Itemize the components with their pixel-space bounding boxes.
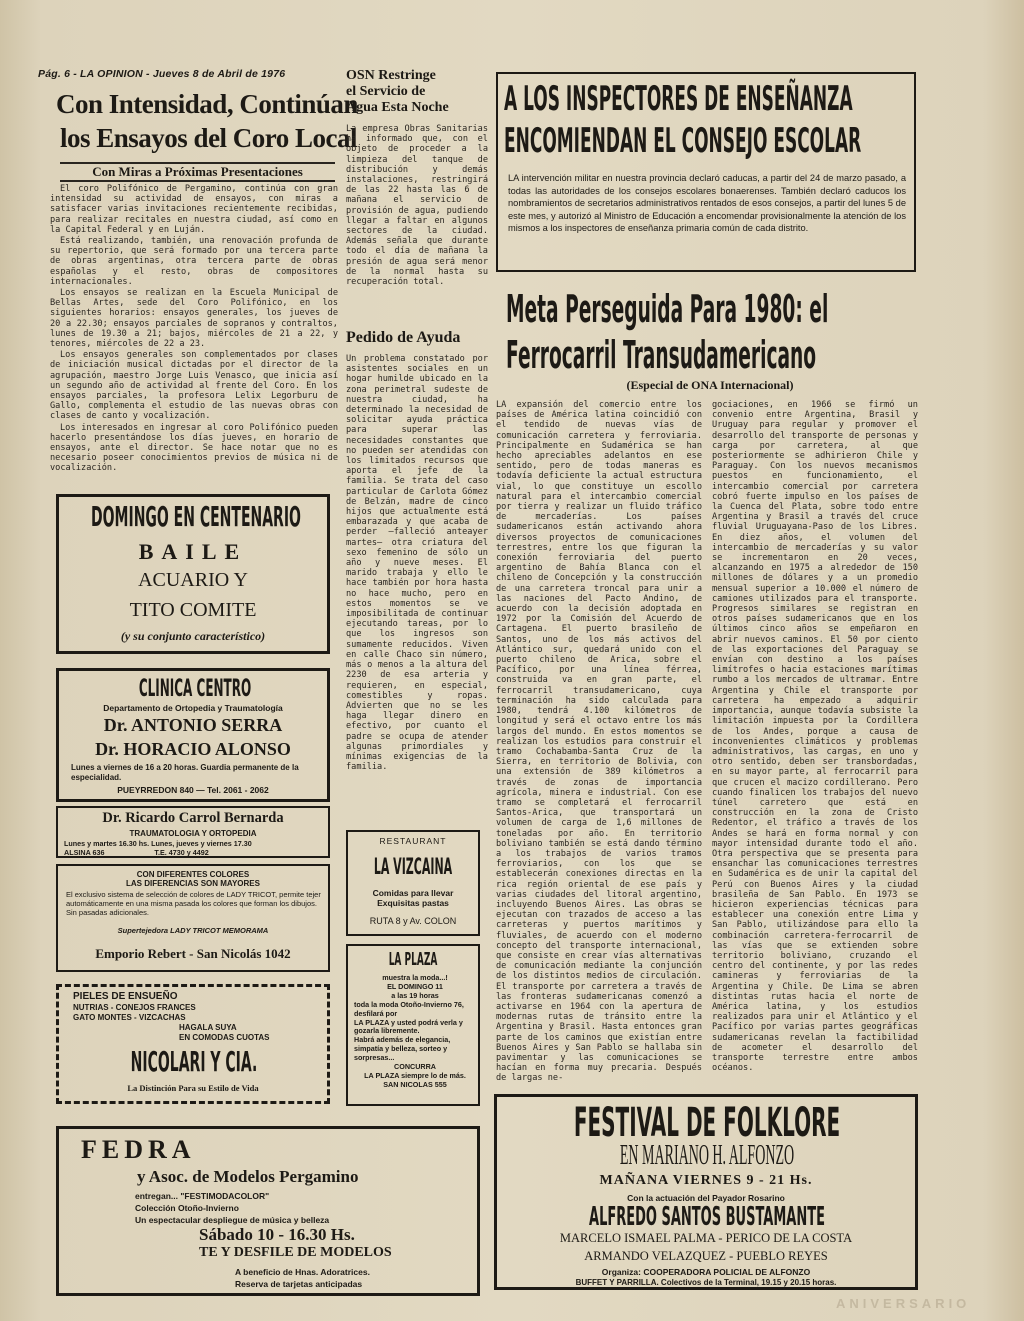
ad-pieles-tagline: La Distinción Para su Estilo de Vida xyxy=(127,1083,259,1093)
ad-pieles-line3: HAGALA SUYA xyxy=(179,1023,237,1032)
ad-domingo-baile: BAILE xyxy=(138,539,248,564)
ad-plaza-line: Habrá además de elegancia, simpatía y belleza, sorteo y sorpresas... xyxy=(354,1035,451,1063)
ad-domingo-conjunto: (y su conjunto característico) xyxy=(120,629,266,643)
coro-headline-line2: los Ensayos del Coro Local xyxy=(60,123,358,153)
inspectores-headline-line2: ENCOMIENDAN EL CONSEJO ESCOLAR xyxy=(504,121,862,161)
coro-paragraph: Está realizando, también, una renovación profunda de su repertorio, que será formado por una tercera parte de obras argentinas, otra tercera parte de obras españolas y el resto, obras de compositores internacionales. xyxy=(50,236,338,287)
ad-domingo-acuario: ACUARIO Y xyxy=(138,569,248,591)
ad-fedra-subtitle: y Asoc. de Modelos Pergamino xyxy=(137,1167,359,1186)
ad-pieles-line2: GATO MONTES - VIZCACHAS xyxy=(73,1013,186,1022)
ad-carrol xyxy=(56,806,330,858)
ad-festival-date: MAÑANA VIERNES 9 - 21 Hs. xyxy=(599,1173,813,1188)
ad-festival-org: Organiza: COOPERADORA POLICIAL DE ALFONZO xyxy=(601,1267,811,1277)
ad-vizcaina-label: RESTAURANT xyxy=(379,836,447,846)
watermark-text: ANIVERSARIO xyxy=(836,1296,971,1311)
pedido-headline: Pedido de Ayuda xyxy=(346,329,461,346)
ad-fedra-line3: Un espectacular despliegue de música y belleza xyxy=(135,1215,330,1225)
ad-plaza-name: LA PLAZA xyxy=(388,949,438,970)
coro-paragraph: Los ensayos se realizan en la Escuela Municipal de Bellas Artes, sede del Coro Polifónico, en los siguientes horarios: ensayos generales, los jueves de 20 a 22.30; ensayos parciales de sopranos y contraltos, lunes de 19.30 a 21; bajos, miércoles de 21 a 22, y tenores, miércoles de 22 a 23. xyxy=(50,288,338,350)
ad-clinica-dr1: Dr. ANTONIO SERRA xyxy=(103,715,283,735)
ad-clinica-address: PUEYRREDON 840 — Tel. 2061 - 2062 xyxy=(117,785,269,795)
coro-rule-bottom xyxy=(60,180,335,182)
ad-carrol-line2: ALSINA 636 T.E. 4730 y 4492 xyxy=(64,848,209,857)
ad-vizcaina-line1: Comidas para llevar xyxy=(372,888,454,898)
ad-tricot xyxy=(56,864,330,972)
ad-festival-title: FESTIVAL DE FOLKLORE xyxy=(573,1100,841,1146)
inspectores-box xyxy=(496,72,916,272)
ad-pieles-title: PIELES DE ENSUEÑO xyxy=(73,991,178,1002)
coro-headline-line1: Con Intensidad, Continúan xyxy=(56,89,358,119)
osn-headline-line1: OSN Restringe xyxy=(346,68,436,83)
ad-plaza xyxy=(346,944,480,1106)
ad-domingo xyxy=(56,494,330,654)
ad-vizcaina xyxy=(346,830,480,936)
ad-festival xyxy=(494,1094,918,1290)
ad-festival-artists1: MARCELO ISMAEL PALMA - PERICO DE LA COSTA xyxy=(559,1231,853,1245)
pedido-body: Un problema constatado por asistentes sociales en un hogar humilde ubicado en la zona perimetral sudeste de nuestra ciudad, ha determinado la necesidad de solicitar ayuda práctica para superar las necesidades constantes que no pueden ser atendidas con los limitados recursos que aporta el jefe de la familia. Se trata del caso particular de Carlota Gómez de Belzán, madre de cinco hijos que actualmente está embarazada y que acaba de perder —falleció anteayer martes— otra criatura del sexo femenino de sólo un año y nueve meses. El marido trabaja y ello le hace también por hora hasta no hace mucho, pero en estos momentos se ve imposibilitada de continuar ejecutando tareas, por lo que los ingresos son sumamente reducidos. Viven en calle Chaco sin número, más o menos a la altura del 2230 de esa arteria y requieren, en especial, comestibles y ropas. Advierten que no se les haga llegar dinero en efectivo, por cuanto el padre se ocupa de atender algunas primordiales y mínimas exigencias de la familia. xyxy=(346,354,488,773)
ad-festival-subtitle: EN MARIANO H. ALFONZO xyxy=(619,1140,795,1171)
ad-festival-with: Con la actuación del Payador Rosarino xyxy=(627,1193,785,1203)
ferrocarril-headline-line1: Meta Perseguida Para 1980: el xyxy=(506,287,829,331)
ad-festival-extra: BUFFET Y PARRILLA. Colectivos de la Terminal, 19.15 y 20.15 horas. xyxy=(575,1278,837,1287)
ad-vizcaina-name: LA VIZCAINA xyxy=(373,855,453,880)
ad-domingo-tito: TITO COMITE xyxy=(129,599,257,621)
ad-clinica-dept: Departamento de Ortopedia y Traumatología xyxy=(103,703,283,713)
coro-body xyxy=(50,184,338,478)
ad-pieles xyxy=(56,984,330,1104)
ad-plaza-body xyxy=(354,974,476,1090)
ad-fedra-line2: Colección Otoño-Invierno xyxy=(135,1203,239,1213)
ad-fedra-title: FEDRA xyxy=(81,1135,196,1164)
ad-plaza-line: a las 19 horas xyxy=(391,990,439,1000)
osn-headline-line3: Agua Esta Noche xyxy=(346,100,449,115)
ad-tricot-title1: CON DIFERENTES COLORES xyxy=(136,870,250,879)
ad-plaza-line: CONCURRA xyxy=(394,1062,436,1072)
ad-vizcaina-address: RUTA 8 y Av. COLON xyxy=(369,916,457,926)
ad-carrol-line1: Lunes y martes 16.30 hs. Lunes, jueves y viernes 17.30 xyxy=(64,839,252,848)
coro-paragraph: Los interesados en ingresar al coro Polifónico pueden hacerlo presentándose los días jueves, en horario de ensayos, ante el director. Se hace notar que no es necesario poseer conocimientos previos de música ni de vocalización. xyxy=(50,422,338,474)
ad-carrol-name: Dr. Ricardo Carrol Bernarda xyxy=(102,810,284,826)
ad-plaza-line: LA PLAZA siempre lo de más. xyxy=(364,1070,466,1080)
ad-fedra-line1: entregan... "FESTIMODACOLOR" xyxy=(135,1191,270,1201)
ferrocarril-col2: gociaciones, en 1966 se firmó un convenio entre Argentina, Brasil y Uruguay para regular y promover el desarrollo del transporte de personas y carga por carretera, al que posteriormente se adhirieron Chile y Paraguay. Con los nuevos mecanismos puestos en funcionamiento, el intercambio comercial por carretera cobró fuerte impulso en los países de la Cuenca del Plata, sobre todo entre Argentina y Brasil a través del cruce fluvial Uruguayana-Paso de los Libres. En diez años, el volumen del intercambio de mercaderías y su valor se incrementaron en 20 veces, alcanzando en 1975 a alrededor de 150 millones de dólares y a un promedio mensual superior a 10.000 el número de camiones utilizados para el transporte. Progresos similares se registran en otros países sudamericanos que en los últimos cinco años se empeñaron en abrir nuevos caminos. El 50 por ciento de las exportaciones del Paraguay se envían con destino a los países limítrofes o hacia estaciones marítimas rumbo a los mercados de ultramar. Entre Argentina y Chile el transporte por carretera ha empezado a adquirir importancia, aunque todavía subsiste la limitación impuesta por la Cordillera de los Andes, porque a causa de inconvenientes climáticos y problemas administrativos, las cargas, en uno y otro sentido, deben ser transbordadas, en su mayor parte, al ferrocarril para que crucen el macizo cordillerano. Pero cuando finalicen los trabajos del nuevo túnel carretero que está en construcción en la zona de Cristo Redentor, el tráfico a través de los Andes se hará en forma normal y con mayor intensidad durante todo el año. Otra perspectiva que se presenta para ensanchar las comunicaciones terrestres en Sudamérica es de unir la capital del Perú con Buenos Aires y la ciudad brasileña de San Pablo. En 1973 se hicieron experiencias técnicas para establecer una conexión entre Lima y San Pablo, utilizándose para ello la combinación carretera-ferrocarril de las vías que se extienden sobre territorio boliviano, cruzando el centro del continente, y por las redes camineras y ferroviarias de la Argentina y Chile. De Lima se abren distintas rutas hacia el norte de América latina, y los estudios realizados para unir el Atlántico y el Pacífico por varias partes geográficas sudamericanas revelan la factibilidad de acometer el desarrollo del transporte terrestre entre ambos océanos. xyxy=(712,400,918,1074)
ad-tricot-title2: LAS DIFERENCIAS SON MAYORES xyxy=(126,879,260,888)
ad-clinica-dr2: Dr. HORACIO ALONSO xyxy=(95,739,291,759)
ad-fedra-line6: A beneficio de Hnas. Adoratrices. xyxy=(235,1267,370,1277)
ferrocarril-credit: (Especial de ONA Internacional) xyxy=(626,378,794,392)
coro-paragraph: El coro Polifónico de Pergamino, continúa con gran intensidad su actividad de ensayos, con miras a satisfacer varias invitaciones recientemente recibidas, para realizar recitales en nuestra ciudad, así como en la Capital Federal y en Luján. xyxy=(50,184,338,235)
ad-plaza-line: toda la moda Otoño-Invierno 76, desfilará por xyxy=(354,999,464,1018)
ad-fedra-line5: TE Y DESFILE DE MODELOS xyxy=(199,1245,392,1260)
ad-festival-artists2: ARMANDO VELAZQUEZ - PUEBLO REYES xyxy=(584,1249,828,1263)
ad-tricot-store: Emporio Rebert - San Nicolás 1042 xyxy=(95,946,291,961)
ad-fedra-line4: Sábado 10 - 16.30 Hs. xyxy=(199,1225,355,1244)
ferrocarril-headline-line2: Ferrocarril Transudamericano xyxy=(506,333,817,377)
ad-plaza-line: LA PLAZA y usted podrá verla y gozarla libremente. xyxy=(354,1017,463,1036)
ad-tricot-brand: Supertejedora LADY TRICOT MEMORAMA xyxy=(117,926,269,935)
osn-headline-line2: el Servicio de xyxy=(346,84,426,99)
inspectores-headline-line1: A LOS INSPECTORES DE ENSEÑANZA xyxy=(504,79,853,119)
ad-plaza-line: SAN NICOLAS 555 xyxy=(383,1079,447,1089)
coro-paragraph: Los ensayos generales son complementados por clases de iniciación musical dictadas por el director de la agrupación, maestro Jorge Luis Venasco, que inicia así un segundo año de actividad al frente del Coro. En los ensayos parciales, la profesora Lelix Legorburu de Gallo, complementa el estudio de las nuevas obras con clases de canto y vocalización. xyxy=(50,350,338,422)
ad-clinica-hours: Lunes a viernes de 16 a 20 horas. Guardia permanente de la especialidad. xyxy=(71,763,299,782)
osn-body: La empresa Obras Sanitarias ha informado que, con el objeto de proceder a la limpieza del tanque de distribución y demás instalaciones, restringirá de las 22 hasta las 6 de mañana el servicio de provisión de agua, pudiendo llegar a faltar en algunos sectores de la ciudad. Además señala que durante todo el día de mañana la presión de agua será menor de la normal hasta su recuperación total. xyxy=(346,124,488,288)
ad-tricot-text: El exclusivo sistema de selección de colores de LADY TRICOT, permite tejer automáticamente en una misma pasada los colores que forman los dibujos. Sin pasadas adicionales. xyxy=(66,890,321,917)
page-folio: Pág. 6 - LA OPINION - Jueves 8 de Abril de 1976 xyxy=(38,68,286,80)
ad-pieles-store: NICOLARI Y CIA. xyxy=(130,1045,258,1078)
ad-vizcaina-line2: Exquisitas pastas xyxy=(377,898,449,908)
ad-domingo-title: DOMINGO EN CENTENARIO xyxy=(91,500,301,533)
ad-pieles-line1: NUTRIAS - CONEJOS FRANCES xyxy=(73,1003,196,1012)
ad-plaza-line: muestra la moda...! xyxy=(382,973,448,982)
ad-plaza-line: EL DOMINGO 11 xyxy=(387,981,443,991)
ad-pieles-line4: EN COMODAS CUOTAS xyxy=(179,1033,270,1042)
coro-subhead: Con Miras a Próximas Presentaciones xyxy=(92,164,303,179)
ad-carrol-spec: TRAUMATOLOGIA Y ORTOPEDIA xyxy=(129,829,257,838)
ad-clinica-title: CLINICA CENTRO xyxy=(138,674,252,702)
inspectores-body: LA intervención militar en nuestra provincia declaró caducas, a partir del 24 de marzo pasado, a todas las autoridades de los consejos escolares bonaerenses. También declaró caducos los nombramientos de secretarios administrativos rentados de esos consejos, a partir del lunes 5 de este mes, y autorizó al Ministro de Educación a encomendar provisionalmente la atención de los mismos a los inspectores de enseñanza primaria común de cada distrito. xyxy=(508,173,906,234)
ferrocarril-col1: LA expansión del comercio entre los países de América latina coincidió con el tendido de nuevas vías de comunicación carretera y ferroviaria. Principalmente en Sudamérica se han hecho apreciables adelantos en ese sentido, pero de todas maneras es todavía deficiente la actual estructura vial, lo que constituye un escollo natural para el intercambio comercial por tierra y realizar un fluido tráfico de mercaderías. Los países sudamericanos están activando ahora diversos proyectos de comunicaciones terrestres, entre los que figuran la conexión ferroviaria del puerto argentino de Bahía Blanca con el chileno de Concepción y la construcción de una carretera troncal para unir a las naciones del Pacto Andino, de acuerdo con la decisión adoptada en 1972 por la Comisión del Acuerdo de Cartagena. El puerto brasileño de Santos, uno de los más activos del Atlántico sur, quedará unido con el puerto chileno de Arica, sobre el Pacífico, por una línea férrea, construida va en gran parte, el ferrocarril transudamericano, cuya terminación ha sido calculada para 1980, tendrá 4.100 kilómetros de longitud y será el octavo entre los más largos del mundo. En estos momentos se realizan los estudios para construir el tramo Cochabamba-Santa Cruz de la Sierra, en territorio de Bolivia, con una extensión de 389 kilómetros a través de zonas de importancia agrícola, minera e industrial. Con ese tramo se completará el ferrocarril Santos-Arica, que transportará un volumen de carga de 1,6 millones de toneladas por año. En territorio boliviano también se está dando término a los trabajos de varios tramos ferroviarios, con los que se establecerán conexiones directas en la rica región oriental de ese país y varias ciudades del litoral argentino, incluyendo Buenos Aires. Las obras se ejecutan con trazados de acceso a las carreteras y puertos marítimos y fluviales, de acuerdo con el moderno concepto del transporte internacional, que consiste en crear vías alternativas de comunicación mediante la conjunción de los distintos medios de circulación. El transporte por carretera a través de las fronteras sudamericanas comenzó a activarse en 1964 con la apertura de modernas rutas de tránsito entre la Argentina y Brasil. Hasta entonces gran parte de los caminos que existían entre Buenos Aires y San Pablo se hallaba sin pavimentar y las comunicaciones se hacían en forma muy precaria. Después de largas ne- xyxy=(496,400,702,1084)
ad-festival-star: ALFREDO SANTOS BUSTAMANTE xyxy=(589,1202,825,1232)
ad-clinica xyxy=(56,668,330,802)
ad-fedra-line7: Reserva de tarjetas anticipadas xyxy=(235,1279,363,1289)
ad-fedra xyxy=(56,1126,480,1296)
